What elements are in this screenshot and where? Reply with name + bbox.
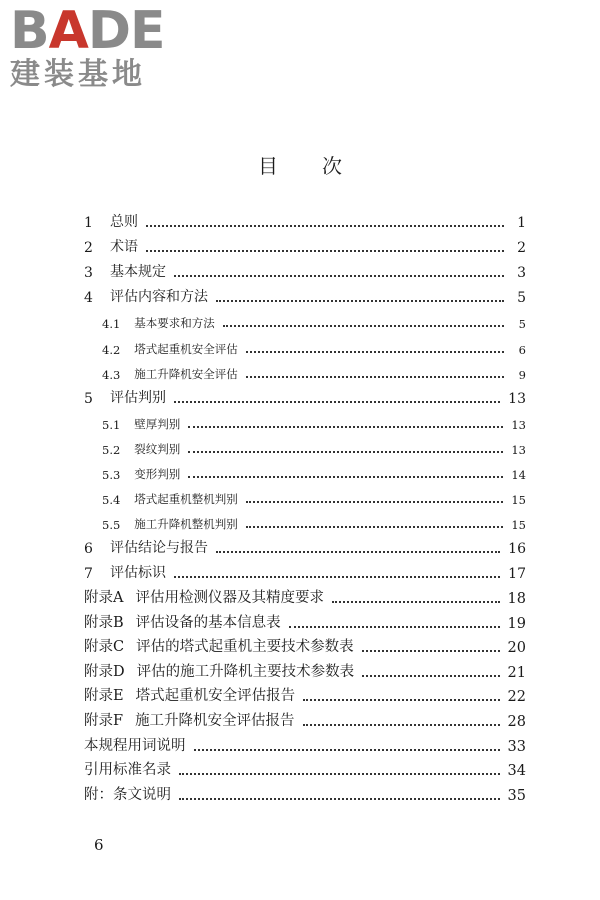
toc-entry-label: 基本要求和方法 (134, 316, 215, 331)
toc-entry-number: 5.1 (102, 417, 121, 432)
toc-entry[interactable] (84, 306, 526, 331)
page-title: 目次 (258, 154, 386, 178)
toc-entry-number: 5.5 (102, 518, 121, 533)
toc-entry-page: 5 (517, 290, 526, 307)
toc-entry-number: 附录D (84, 663, 125, 680)
toc-entry-number: 附录F (84, 712, 124, 729)
toc-entry-number: 4.1 (102, 317, 121, 332)
toc-entry-number: 6 (84, 541, 93, 558)
toc-dot-leader (174, 575, 500, 578)
toc-entry-page: 18 (507, 591, 526, 607)
toc-entry-label: 评估的施工升降机主要技术参数表 (136, 663, 355, 680)
toc-entry[interactable] (84, 457, 526, 482)
toc-dot-leader (289, 625, 500, 628)
toc-entry-page: 22 (507, 689, 526, 706)
toc-entry-number: 3 (84, 265, 93, 282)
toc-entry-page: 17 (508, 566, 526, 583)
toc-dot-leader (303, 698, 499, 701)
toc-entry-number: 附录A (84, 590, 124, 606)
toc-dot-leader (246, 500, 504, 503)
toc-dot-leader (332, 600, 500, 603)
toc-entry-page: 2 (517, 240, 526, 257)
toc-dot-leader (303, 723, 500, 726)
brand-wordmark (10, 1, 165, 61)
toc-entry-label: 评估用检测仪器及其精度要求 (135, 590, 324, 606)
toc-entry-label: 壁厚判别 (134, 416, 181, 431)
toc-entry[interactable] (84, 705, 526, 730)
toc-entry-page: 34 (507, 763, 526, 780)
toc-entry-page: 16 (508, 541, 526, 558)
toc-entry-page: 21 (507, 664, 526, 681)
toc-dot-leader (223, 324, 504, 327)
toc-entry-label: 评估的塔式起重机主要技术参数表 (136, 639, 354, 656)
toc-entry[interactable] (84, 656, 526, 681)
toc-entry-label: 施工升降机安全评估报告 (135, 712, 295, 729)
toc-dot-leader (174, 274, 504, 277)
toc-entry[interactable] (84, 206, 526, 231)
toc-entry[interactable] (84, 281, 526, 306)
toc-entry-page: 33 (507, 738, 526, 755)
toc-entry-label: 评估内容和方法 (110, 289, 208, 306)
toc-entry-page: 20 (507, 640, 526, 657)
toc-dot-leader (179, 797, 500, 800)
toc-entry[interactable] (84, 432, 526, 457)
toc-entry[interactable] (84, 582, 526, 607)
toc-entry[interactable] (84, 407, 526, 432)
toc-entry-number: 附录B (84, 614, 124, 631)
toc-entry[interactable] (84, 607, 526, 632)
brand-subtitle: 建装基地 (10, 57, 146, 92)
toc-dot-leader (216, 550, 500, 553)
toc-entry-number: 5 (84, 390, 93, 407)
toc-entry-page: 9 (518, 367, 526, 382)
toc-dot-leader (246, 350, 504, 353)
toc-entry[interactable] (84, 331, 526, 356)
toc-entry-page: 15 (511, 493, 526, 508)
toc-entry[interactable] (84, 681, 526, 706)
toc-entry-number: 5.4 (102, 493, 121, 508)
toc-entry-number: 4 (84, 290, 93, 307)
toc-entry-page: 3 (517, 265, 526, 282)
toc-dot-leader (194, 748, 500, 751)
toc-entry-label: 施工升降机安全评估 (134, 366, 238, 381)
toc-entry-label: 变形判别 (134, 467, 181, 482)
toc-entry-page: 6 (518, 342, 526, 357)
toc-dot-leader (179, 772, 500, 775)
toc-entry-page: 28 (507, 713, 526, 730)
toc-entry-number: 2 (84, 240, 93, 257)
brand-wordmark-part: DE (87, 1, 165, 61)
toc-entry-page: 35 (507, 787, 526, 804)
toc-entry[interactable] (84, 730, 526, 755)
brand-wordmark-accent: A (48, 1, 88, 61)
toc-entry-page: 13 (508, 390, 526, 407)
toc-entry[interactable] (84, 482, 526, 507)
toc-entry[interactable] (84, 532, 526, 557)
toc-entry-page: 19 (507, 615, 526, 632)
page-number: 6 (94, 836, 104, 854)
toc-entry-label: 本规程用词说明 (84, 737, 186, 754)
toc-entry-page: 1 (517, 215, 526, 232)
table-of-contents (84, 206, 526, 804)
toc-dot-leader (174, 400, 500, 403)
toc-entry[interactable] (84, 256, 526, 281)
toc-entry-number: 1 (84, 215, 93, 232)
toc-entry-number: 4.2 (102, 342, 121, 357)
toc-entry-label: 术语 (110, 239, 138, 256)
toc-entry[interactable] (84, 755, 526, 780)
toc-entry-label: 附：条文说明 (84, 786, 171, 803)
toc-entry-number: 7 (84, 566, 93, 583)
toc-dot-leader (246, 375, 504, 378)
toc-dot-leader (188, 450, 503, 453)
toc-dot-leader (362, 649, 500, 652)
toc-entry-label: 评估设备的基本信息表 (135, 614, 281, 631)
toc-entry-label: 塔式起重机整机判别 (134, 492, 238, 507)
toc-dot-leader (188, 425, 503, 428)
toc-entry-page: 13 (511, 417, 526, 432)
toc-entry-number: 5.2 (102, 442, 121, 457)
toc-entry-label: 评估结论与报告 (110, 540, 208, 557)
toc-entry-label: 塔式起重机安全评估 (134, 341, 238, 356)
toc-entry[interactable] (84, 507, 526, 532)
toc-dot-leader (146, 249, 504, 252)
toc-entry[interactable] (84, 632, 526, 657)
toc-entry-label: 塔式起重机安全评估报告 (135, 688, 296, 705)
toc-entry[interactable] (84, 357, 526, 382)
toc-dot-leader (188, 475, 503, 478)
toc-entry[interactable] (84, 231, 526, 256)
toc-entry-page: 13 (511, 442, 526, 457)
toc-entry[interactable] (84, 382, 526, 407)
toc-entry[interactable] (84, 779, 526, 804)
toc-dot-leader (146, 224, 504, 227)
toc-entry-number: 附录E (84, 688, 124, 705)
toc-entry-page: 5 (518, 317, 526, 332)
toc-entry-page: 14 (511, 468, 526, 483)
toc-entry-label: 评估标识 (110, 565, 166, 582)
toc-entry-label: 施工升降机整机判别 (134, 517, 238, 532)
toc-entry-page: 15 (511, 518, 526, 533)
brand-wordmark-part: B (10, 1, 49, 61)
brand-logo (10, 1, 165, 92)
toc-entry-number: 5.3 (102, 468, 121, 483)
toc-entry-label: 基本规定 (110, 264, 166, 281)
toc-entry-number: 4.3 (102, 367, 121, 382)
toc-dot-leader (362, 674, 499, 677)
toc-entry-label: 引用标准名录 (84, 762, 171, 779)
toc-dot-leader (246, 525, 504, 528)
toc-entry[interactable] (84, 557, 526, 582)
toc-entry-label: 总则 (110, 214, 138, 231)
toc-entry-number: 附录C (84, 639, 125, 656)
toc-entry-label: 裂纹判别 (134, 441, 181, 456)
toc-dot-leader (216, 299, 504, 302)
toc-entry-label: 评估判别 (110, 389, 166, 406)
